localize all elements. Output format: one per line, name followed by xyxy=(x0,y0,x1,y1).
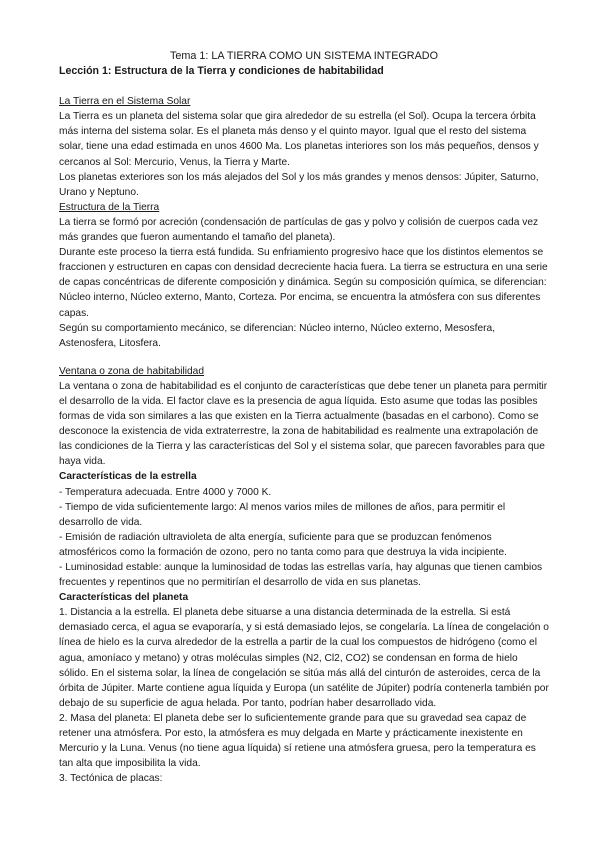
paragraph: Durante este proceso la tierra está fundida. Su enfriamiento progresivo hace que los distintos elementos se fraccionen y estructuren en capas con densidad decreciente hacia fuera. La tierra se estructura en una serie de capas concéntricas de diferente composición y dinámica. Según su composición química, se diferencian: Núcleo interno, Núcleo externo, Manto, Corteza. Por encima, se encuentra la atmósfera con sus diferentes capas. xyxy=(59,247,548,319)
paragraph: La tierra se formó por acreción (condensación de partículas de gas y polvo y colisión de cuerpos cada vez más grandes que fueron aumentando el tamaño del planeta). xyxy=(59,216,539,244)
list-item: 3. Tectónica de placas: xyxy=(59,773,163,785)
list-item: 1. Distancia a la estrella. El planeta debe situarse a una distancia determinada de la estrella. Si está demasiado cerca, el agua se evaporaría, y si está demasiado lejos, se congelaría. La línea de congelación o línea de hielo es la curva alrededor de la estrella a partir de la cual los compuestos de hidrógeno (como el agua, amoníaco y metano) y otras moléculas simples (N2, Cl2, CO2) se condensan en forma de hielo sólido. En el sistema solar, la línea de congelación se sitúa más allá del cinturón de asteroides, cerca de la órbita de Júpiter. Marte contiene agua líquida y Europa (un satélite de Júpiter) podría contenerla también por debajo de su superficie de agua helada. Por tanto, podrían haber desarrollado vida. xyxy=(59,607,549,709)
list-item: 2. Masa del planeta: El planeta debe ser lo suficientemente grande para que su gravedad sea capaz de retener una atmósfera. Por esto, la atmósfera es muy delgada en Marte y prácticamente inexistente en Mercurio y la Luna. Venus (no tiene agua líquida) sí retiene una atmósfera gruesa, pero la temperatura es tan alta que imposibilita la vida. xyxy=(59,712,536,770)
paragraph: Según su comportamiento mecánico, se diferencian: Núcleo interno, Núcleo externo, Mesosfera, Astenosfera, Litosfera. xyxy=(59,322,496,349)
list-item: - Luminosidad estable: aunque la luminosidad de todas las estrellas varía, hay algunas que tienen cambios frecuentes y repentinos que no permitirían el desarrollo de vida en sus planetas. xyxy=(59,562,543,589)
paragraph: La ventana o zona de habitabilidad es el conjunto de características que debe tener un planeta para permitir el desarrollo de la vida. El factor clave es la presencia de agua líquida. Esto asume que todas las posibles formas de vida son similares a las que existen en la Tierra actualmente (basadas en el carbono). Como se desconoce la existencia de vida extraterrestre, la zona de habitabilidad es realmente una extrapolación de las condiciones de la Tierra y las características del Sol y el sistema solar, que parecen favorables para que haya vida. xyxy=(59,380,548,468)
document-page xyxy=(59,49,549,786)
section-heading-earth-structure: Estructura de la Tierra xyxy=(59,201,160,213)
section-heading-habitability: Ventana o zona de habitabilidad xyxy=(59,365,205,377)
paragraph: Los planetas exteriores son los más alejados del Sol y los más grandes y menos densos: Júpiter, Saturno, Urano y Neptuno. xyxy=(59,171,539,198)
lesson-heading: Lección 1: Estructura de la Tierra y condiciones de habitabilidad xyxy=(59,65,384,78)
subheading-star: Características de la estrella xyxy=(59,471,197,483)
list-item: - Tiempo de vida suficientemente largo: Al menos varios miles de millones de años, para permitir el desarrollo de vida. xyxy=(59,501,506,528)
subheading-planet: Características del planeta xyxy=(59,592,189,604)
document-title: Tema 1: LA TIERRA COMO UN SISTEMA INTEGRADO xyxy=(170,50,438,62)
section-heading-solar-system: La Tierra en el Sistema Solar xyxy=(59,96,191,108)
list-item: - Emisión de radiación ultravioleta de alta energía, suficiente para que se produzcan fenómenos atmosféricos como la formación de ozono, pero no tanta como para que destruya la vida incipiente. xyxy=(59,531,507,558)
list-item: - Temperatura adecuada. Entre 4000 y 7000 K. xyxy=(59,486,272,498)
paragraph: La Tierra es un planeta del sistema solar que gira alrededor de su estrella (el Sol). Ocupa la tercera órbita más interna del sistema solar. Es el planeta más denso y el quinto mayor. Igual que el resto del sistema solar, tiene una edad estimada en unos 4600 Ma. Los planetas interiores son los más pequeños, densos y cercanos al Sol: Mercurio, Venus, la Tierra y Marte. xyxy=(59,111,539,168)
